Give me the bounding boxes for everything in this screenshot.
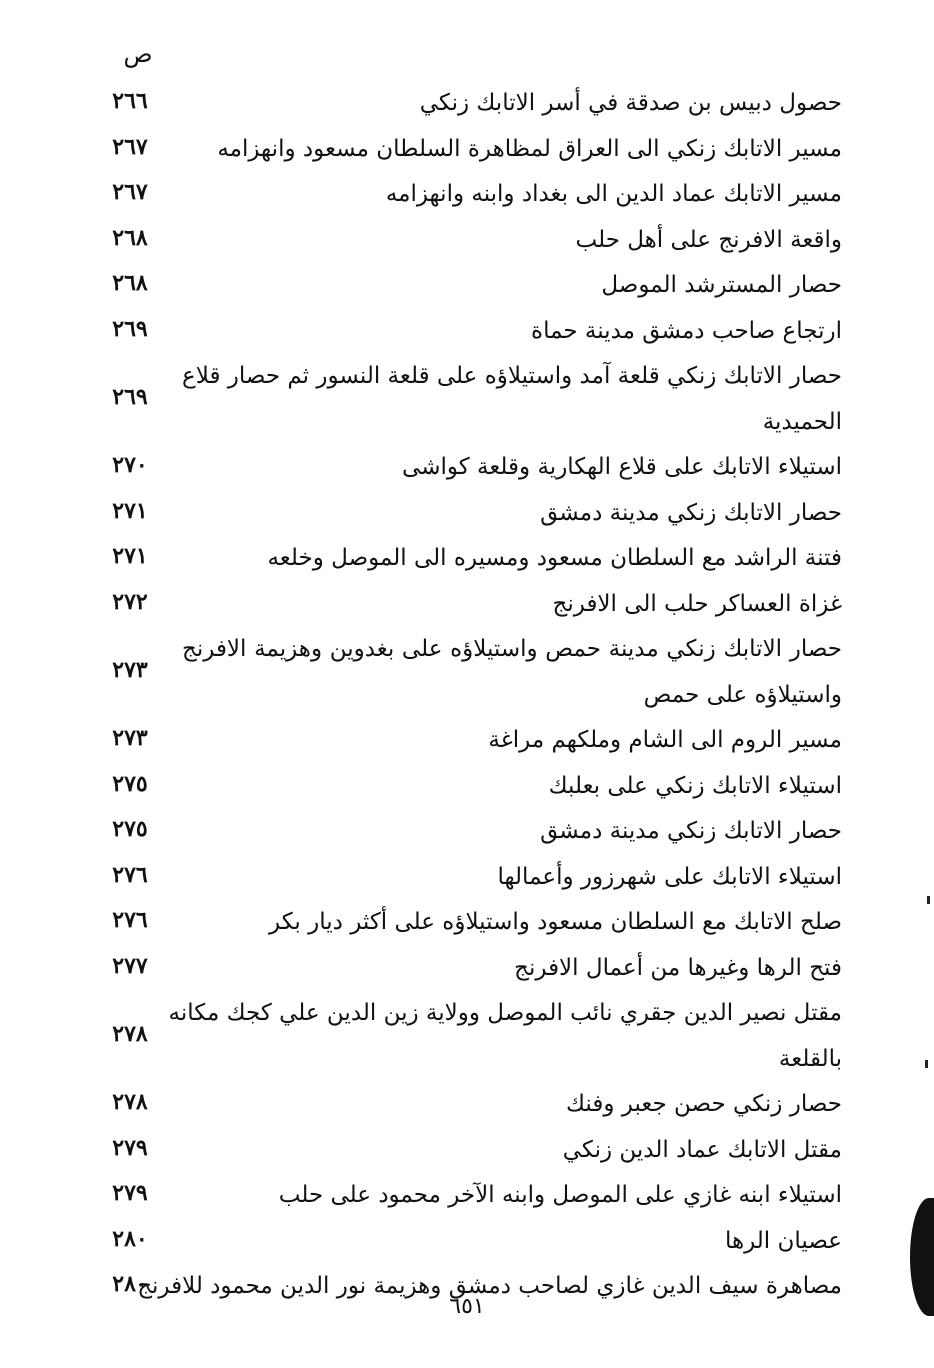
entry-title-line: مسير الاتابك عماد الدين الى بغداد وابنه وانهزامه bbox=[385, 181, 842, 207]
entry-page-number: ٢٧٠ bbox=[112, 452, 148, 478]
entry-page-number: ٢٧٥ bbox=[112, 816, 148, 842]
entry-page-number: ٢٦٦ bbox=[112, 88, 148, 114]
entry-page-number: ٢٨٠ bbox=[112, 1271, 148, 1297]
entry-page-number: ٢٧٧ bbox=[112, 952, 148, 979]
entry-page-number: ٢٧٢ bbox=[112, 588, 148, 615]
entry-page-number: ٢٦٧ bbox=[112, 133, 148, 160]
entry-page-number: ٢٦٩ bbox=[112, 315, 148, 342]
entry-title-line: حصار الاتابك زنكي مدينة حمص واستيلاؤه على بغدوين وهزيمة الافرنج bbox=[182, 636, 842, 662]
entry-page-number: ٢٧٣ bbox=[112, 656, 148, 683]
scan-edge-blot bbox=[910, 1198, 934, 1316]
entry-title-line: حصار زنكي حصن جعبر وفنك bbox=[566, 1091, 842, 1117]
entry-page-number: ٢٧٨ bbox=[112, 1020, 148, 1047]
entry-page-number: ٢٦٩ bbox=[112, 383, 148, 410]
entry-page-number: ٢٨٠ bbox=[112, 1225, 148, 1252]
entry-title-line: استيلاء الاتابك على قلاع الهكارية وقلعة كواشى bbox=[402, 454, 842, 480]
entry-title-line: استيلاء الاتابك زنكي على بعلبك bbox=[548, 772, 842, 799]
entry-title-line: واقعة الافرنج على أهل حلب bbox=[575, 226, 842, 253]
entry-page-number: ٢٧٨ bbox=[112, 1089, 148, 1115]
entry-page-number: ٢٧٩ bbox=[112, 1180, 148, 1206]
scan-speck bbox=[925, 1060, 928, 1068]
entry-page-number: ٢٧٦ bbox=[112, 907, 148, 933]
entry-title-line: بالقلعة bbox=[778, 1045, 842, 1072]
entry-title-line: استيلاء الاتابك على شهرزور وأعمالها bbox=[497, 863, 842, 890]
entry-title-line: مسير الاتابك زنكي الى العراق لمظاهرة السلطان مسعود وانهزامه bbox=[217, 135, 842, 162]
entry-page-number: ٢٧٩ bbox=[112, 1134, 148, 1161]
entry-page-number: ٢٧١ bbox=[112, 497, 148, 524]
entry-title-line: صلح الاتابك مع السلطان مسعود واستيلاؤه على أكثر ديار بكر bbox=[269, 909, 842, 935]
page-number: ٦٥١ bbox=[449, 1294, 485, 1319]
entry-title-line: فتح الرها وغيرها من أعمال الافرنج bbox=[514, 954, 842, 981]
entry-page-number: ٢٦٨ bbox=[112, 224, 148, 251]
entry-title-line: ارتجاع صاحب دمشق مدينة حماة bbox=[531, 317, 842, 344]
entry-title-line: حصار الاتابك زنكي مدينة دمشق bbox=[540, 818, 842, 844]
entry-title-line: عصيان الرها bbox=[724, 1227, 842, 1254]
entry-page-number: ٢٧١ bbox=[112, 543, 148, 569]
entry-page-number: ٢٧٣ bbox=[112, 725, 148, 751]
entry-title-line: استيلاء ابنه غازي على الموصل وابنه الآخر محمود على حلب bbox=[278, 1182, 842, 1208]
entry-title-line: حصول دبيس بن صدقة في أسر الاتابك زنكي bbox=[419, 90, 842, 116]
entry-title-line: مصاهرة سيف الدين غازي لصاحب دمشق وهزيمة نور الدين محمود للافرنج bbox=[137, 1273, 842, 1299]
entry-page-number: ٢٦٧ bbox=[112, 179, 148, 205]
entry-title-line: غزاة العساكر حلب الى الافرنج bbox=[552, 590, 842, 617]
entry-title-line: مقتل نصير الدين جقري نائب الموصل وولاية زين الدين علي كجك مكانه bbox=[168, 1000, 842, 1026]
entry-title-line: حصار الاتابك زنكي قلعة آمد واستيلاؤه على قلعة النسور ثم حصار قلاع bbox=[182, 363, 842, 389]
entry-page-number: ٢٦٨ bbox=[112, 270, 148, 296]
entry-title-line: الحميدية bbox=[762, 408, 842, 435]
entry-page-number: ٢٧٥ bbox=[112, 770, 148, 797]
entry-title-line: حصار المسترشد الموصل bbox=[601, 272, 842, 298]
entry-title-line: فتنة الراشد مع السلطان مسعود ومسيره الى الموصل وخلعه bbox=[267, 545, 842, 571]
entry-page-number: ٢٧٦ bbox=[112, 861, 148, 888]
entry-title-line: مقتل الاتابك عماد الدين زنكي bbox=[562, 1136, 842, 1163]
page-column-header: ص bbox=[123, 40, 153, 68]
scan-speck bbox=[927, 896, 930, 904]
entry-title-line: مسير الروم الى الشام وملكهم مراغة bbox=[488, 727, 842, 753]
entry-title-line: واستيلاؤه على حمص bbox=[643, 681, 842, 708]
entry-title-line: حصار الاتابك زنكي مدينة دمشق bbox=[540, 499, 842, 526]
